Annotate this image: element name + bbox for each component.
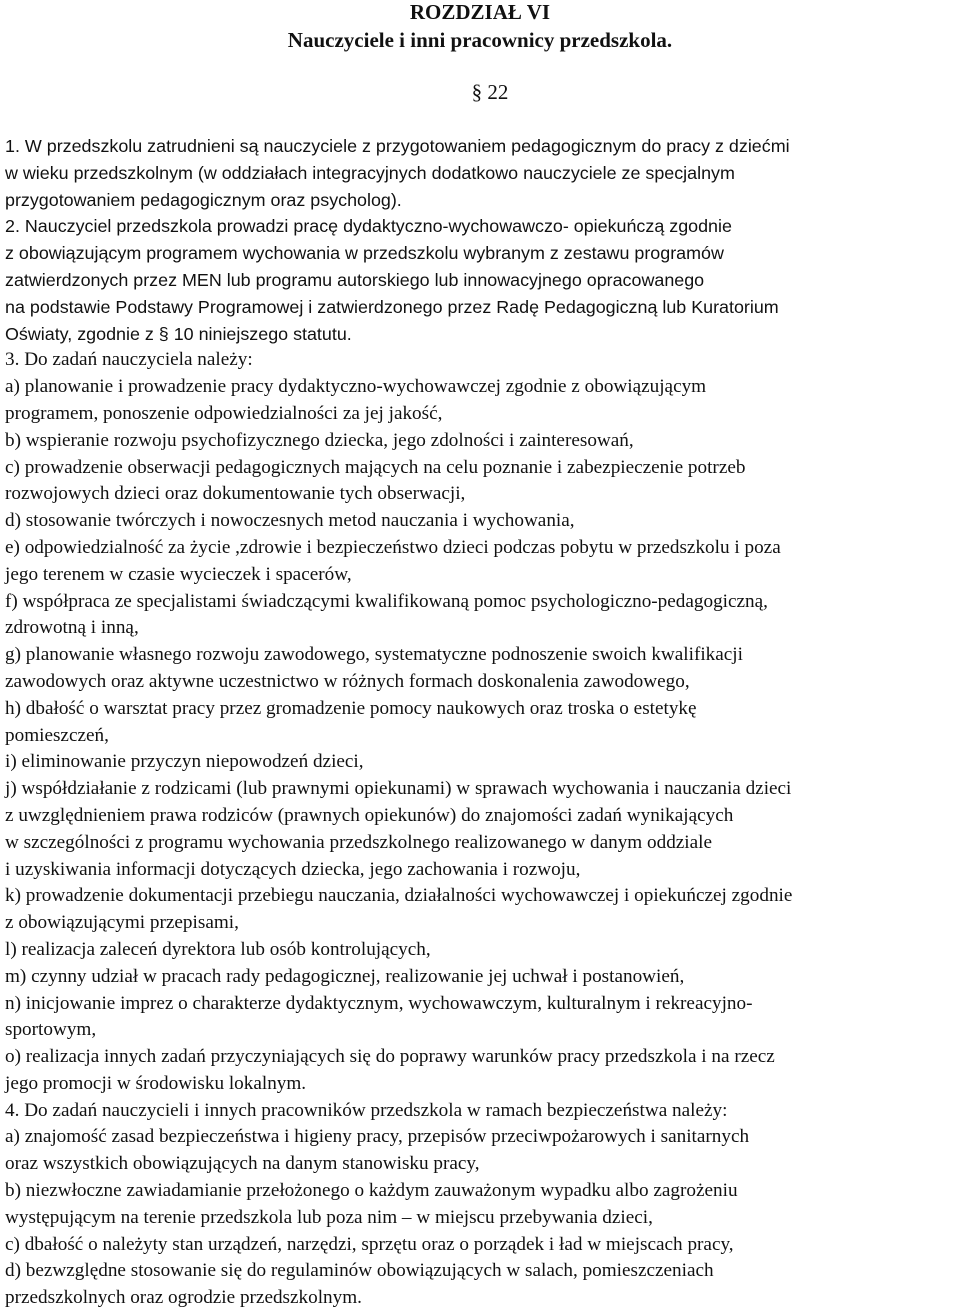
text-line: g) planowanie własnego rozwoju zawodowego, systematyczne podnoszenie swoich kwalifikacji [5,644,743,666]
text-line: c) prowadzenie obserwacji pedagogicznych mających na celu poznanie i zabezpieczenie potrzeb [5,456,746,478]
text-line: przygotowaniem pedagogicznym oraz psycholog). [5,189,402,210]
text-line: jego promocji w środowisku lokalnym. [5,1072,307,1094]
text-line: d) stosowanie twórczych i nowoczesnych metod nauczania i wychowania, [5,510,575,532]
text-line: 1. W przedszkolu zatrudnieni są nauczyciele z przygotowaniem pedagogicznym do pracy z dziećmi [5,136,790,156]
text-line: zdrowotną i inną, [5,617,139,639]
text-line: z uwzględnieniem prawa rodziców (prawnych opiekunów) do znajomości zadań wynikających [5,804,734,826]
text-line: z obowiązującym programem wychowania w przedszkolu wybranym z zestawu programów [5,243,724,264]
text-line: 3. Do zadań nauczyciela należy: [5,349,253,371]
text-line: na podstawie Podstawy Programowej i zatwierdzonego przez Radę Pedagogiczną lub Kuratorium [5,296,779,317]
text-line: w szczególności z programu wychowania przedszkolnego realizowanego w danym oddziale [5,831,713,853]
text-line: 4. Do zadań nauczycieli i innych pracowników przedszkola w ramach bezpieczeństwa należy: [5,1099,728,1121]
text-line: zawodowych oraz aktywne uczestnictwo w różnych formach doskonalenia zawodowego, [5,670,690,692]
text-line: występującym na terenie przedszkola lub poza nim – w miejscu przebywania dzieci, [5,1206,653,1228]
text-line: l) realizacja zaleceń dyrektora lub osób kontrolujących, [5,938,431,960]
text-line: n) inicjowanie imprez o charakterze dydaktycznym, wychowawczym, kulturalnym i rekreacyjno- [5,992,753,1014]
text-line: m) czynny udział w pracach rady pedagogicznej, realizowanie jej uchwał i postanowień, [5,965,685,987]
section-number: § 22 [471,80,509,104]
text-line: pomieszczeń, [5,724,109,746]
text-line: b) wspieranie rozwoju psychofizycznego dziecka, jego zdolności i zainteresowań, [5,429,634,451]
text-line: h) dbałość o warsztat pracy przez gromadzenie pomocy naukowych oraz troska o estetykę [5,697,697,719]
text-line: przedszkolnych oraz ogrodzie przedszkolnym. [5,1287,362,1309]
text-line: i uzyskiwania informacji dotyczących dziecka, jego zachowania i rozwoju, [5,858,581,880]
text-line: a) planowanie i prowadzenie pracy dydaktyczno-wychowawczej zgodnie z obowiązującym [5,376,707,398]
text-line: j) współdziałanie z rodzicami (lub prawnymi opiekunami) w sprawach wychowania i nauczania dzieci [5,778,792,800]
document-body [5,133,957,1312]
text-line: c) dbałość o należyty stan urządzeń, narzędzi, sprzętu oraz o porządek i ład w miejscach pracy, [5,1233,734,1255]
text-line: e) odpowiedzialność za życie ,zdrowie i bezpieczeństwo dzieci podczas pobytu w przedszkolu i poza [5,536,781,558]
text-line: d) bezwzględne stosowanie się do regulaminów obowiązujących w salach, pomieszczeniach [5,1260,714,1282]
text-line: 2. Nauczyciel przedszkola prowadzi pracę dydaktyczno-wychowawczo- opiekuńczą zgodnie [5,216,732,237]
text-line: b) niezwłoczne zawiadamianie przełożonego o każdym zauważonym wypadku albo zagrożeniu [5,1180,738,1202]
text-line: sportowym, [5,1019,97,1041]
text-line: zatwierdzonych przez MEN lub programu autorskiego lub innowacyjnego opracowanego [5,269,705,290]
text-line: z obowiązującymi przepisami, [5,912,239,934]
text-line: k) prowadzenie dokumentacji przebiegu nauczania, działalności wychowawczej i opiekuńczej zgodnie [5,885,793,907]
text-line: jego terenem w czasie wycieczek i spacerów, [5,563,352,585]
text-line: o) realizacja innych zadań przyczyniających się do poprawy warunków pracy przedszkola i na rzecz [5,1046,775,1068]
text-line: Oświaty, zgodnie z § 10 niniejszego statutu. [5,323,352,344]
chapter-subtitle: Nauczyciele i inni pracownicy przedszkola. [287,28,673,52]
text-line: f) współpraca ze specjalistami świadczącymi kwalifikowaną pomoc psychologiczno-pedagogiczną, [5,590,768,612]
text-line: rozwojowych dzieci oraz dokumentowanie tych obserwacji, [5,483,466,505]
text-line: oraz wszystkich obowiązujących na danym stanowisku pracy, [5,1153,480,1175]
text-line: programem, ponoszenie odpowiedzialności za jej jakość, [5,402,443,424]
chapter-title: ROZDZIAŁ VI [409,0,551,24]
text-line: i) eliminowanie przyczyn niepowodzeń dzieci, [5,751,364,773]
text-line: w wieku przedszkolnym (w oddziałach integracyjnych dodatkowo nauczyciele ze specjalnym [5,162,735,183]
text-line: a) znajomość zasad bezpieczeństwa i higieny pracy, przepisów przeciwpożarowych i sanitarnych [5,1126,750,1148]
